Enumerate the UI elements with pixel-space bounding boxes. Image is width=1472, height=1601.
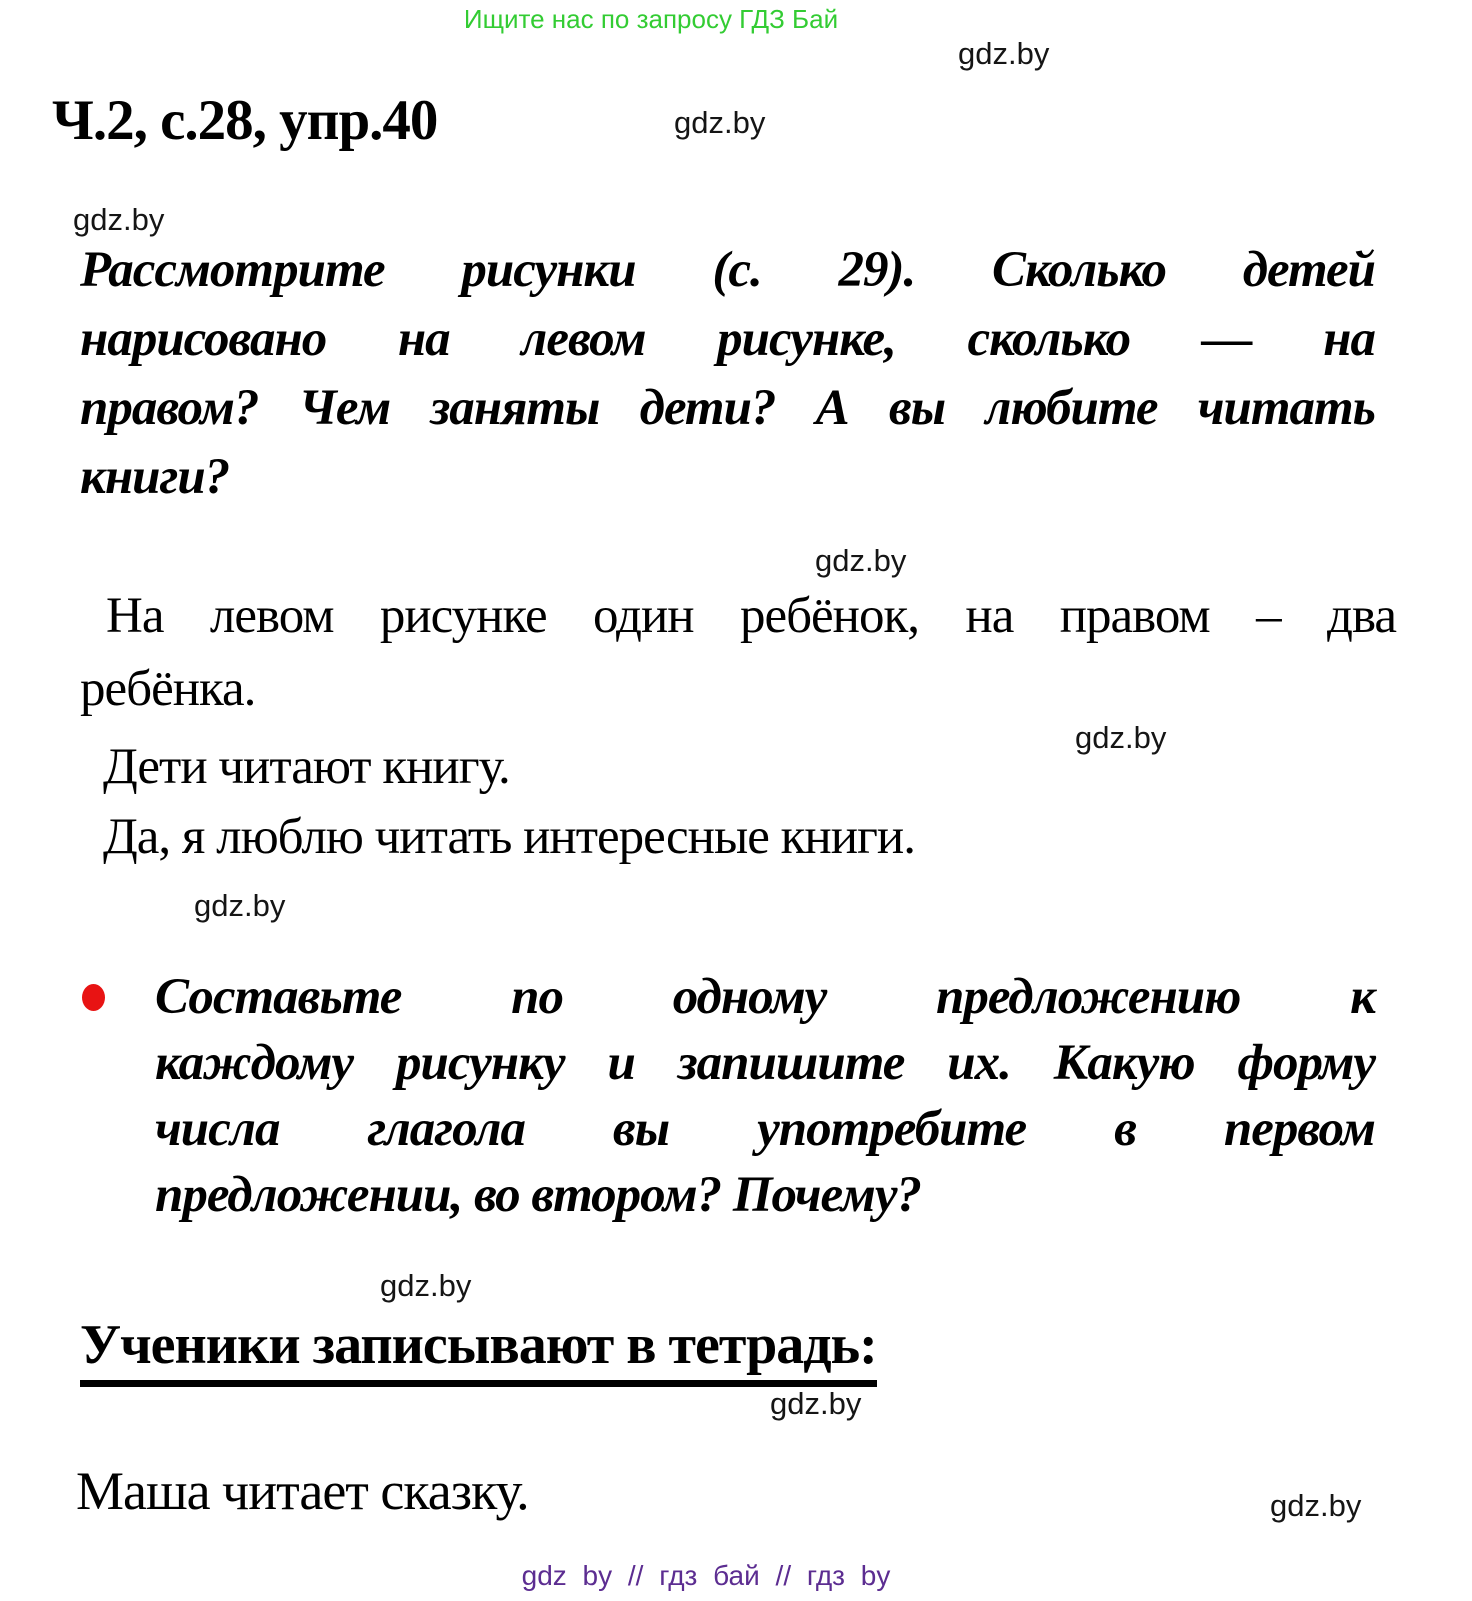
written-answer-sentence: Маша читает сказку. (76, 1461, 529, 1521)
watermark-gdzby: gdz.by (73, 202, 165, 237)
watermark-gdzby: gdz.by (815, 543, 907, 578)
answer1-paragraph (80, 580, 1396, 726)
watermark-gdzby: gdz.by (958, 36, 1050, 71)
answer1-line: На левом рисунке один ребёнок, на правом – два (106, 588, 1396, 644)
answer1-sentence-3: Да, я люблю читать интересные книги. (103, 809, 915, 865)
task1-line: правом? Чем заняты дети? А вы любите читать (80, 380, 1375, 436)
watermark-gdzby: gdz.by (770, 1386, 862, 1421)
watermark-gdzby: gdz.by (380, 1268, 472, 1303)
task2-line: предложении, во втором? Почему? (155, 1167, 921, 1223)
footer-site-links: gdz by // гдз бай // гдз by (521, 1560, 891, 1591)
watermark-gdzby: gdz.by (1075, 720, 1167, 755)
answer1-sentence-2: Дети читают книгу. (103, 739, 510, 795)
task2-line: числа глагола вы употребите в первом (155, 1101, 1375, 1157)
task1-line: книги? (80, 449, 230, 505)
promo-banner: Ищите нас по запросу ГДЗ Бай (463, 4, 839, 34)
exercise-title: Ч.2, с.28, упр.40 (52, 89, 438, 152)
task1-question-paragraph (80, 236, 1375, 512)
red-bullet-icon (82, 984, 105, 1011)
task1-line: Рассмотрите рисунки (с. 29). Сколько детей (80, 242, 1375, 298)
task2-line: Составьте по одному предложению к (155, 969, 1375, 1025)
watermark-gdzby: gdz.by (194, 888, 286, 923)
task2-question-paragraph (155, 964, 1375, 1228)
task1-line: нарисовано на левом рисунке, сколько — на (80, 311, 1375, 367)
watermark-gdzby: gdz.by (1270, 1488, 1362, 1523)
answer1-line: ребёнка. (80, 661, 256, 717)
watermark-gdzby: gdz.by (674, 105, 766, 140)
task2-line: каждому рисунку и запишите их. Какую форму (155, 1035, 1375, 1091)
section-subheading: Ученики записывают в тетрадь: (80, 1314, 877, 1387)
